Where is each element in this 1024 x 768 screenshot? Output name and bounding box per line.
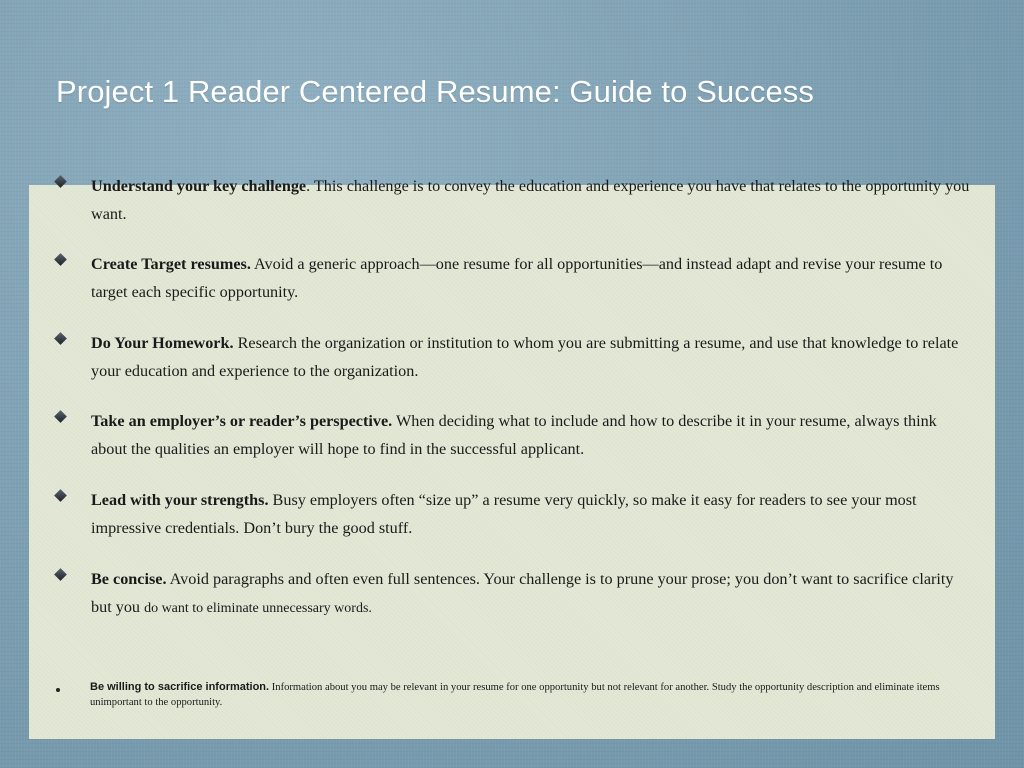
bullet-lead: Do Your Homework.	[91, 334, 234, 352]
bullet-text	[91, 250, 971, 306]
bullet-body: Avoid a generic approach—one resume for all opportunities—and instead adapt and revise your resume to target each specific opportunity.	[91, 255, 943, 301]
bullet-lead: Be concise.	[91, 570, 167, 588]
bullet-body: When deciding what to include and how to describe it in your resume, always think about the qualities an employer will hope to find in the successful applicant.	[91, 412, 937, 458]
bullet-text	[91, 172, 971, 228]
bullet-text	[91, 486, 971, 542]
bullet-body: Information about you may be relevant in your resume for one opportunity but not relevant for another. Study the opportunity description and eliminate items unimportant to the opportunity.	[90, 682, 940, 708]
bullet-body: . This challenge is to convey the education and experience you have that relates to the opportunity you want.	[91, 177, 970, 223]
bullet-body-small: do want to eliminate unnecessary words.	[144, 601, 372, 616]
bullet-body: Busy employers often “size up” a resume very quickly, so make it easy for readers to see your most impressive credentials. Don’t bury the good stuff.	[91, 491, 917, 537]
bullet-text	[91, 329, 971, 385]
bullet-lead: Be willing to sacrifice information.	[90, 681, 270, 693]
bullet-lead: Take an employer’s or reader’s perspective.	[91, 412, 393, 430]
bullet-lead: Understand your key challenge	[91, 177, 307, 195]
bullet-text	[91, 407, 971, 463]
slide-title: Project 1 Reader Centered Resume: Guide to Success	[56, 74, 814, 109]
bullet-lead: Create Target resumes.	[91, 255, 251, 273]
bullet-text	[90, 680, 970, 710]
bullet-body: Research the organization or institution to whom you are submitting a resume, and use that knowledge to relate your education and experience to the organization.	[91, 334, 959, 380]
bullet-lead: Lead with your strengths.	[91, 491, 269, 509]
dot-bullet-icon	[56, 688, 60, 692]
bullet-body: Avoid paragraphs and often even full sentences. Your challenge is to prune your prose; you don’t want to sacrifice clarity but you	[91, 570, 954, 616]
bullet-text	[91, 565, 971, 623]
